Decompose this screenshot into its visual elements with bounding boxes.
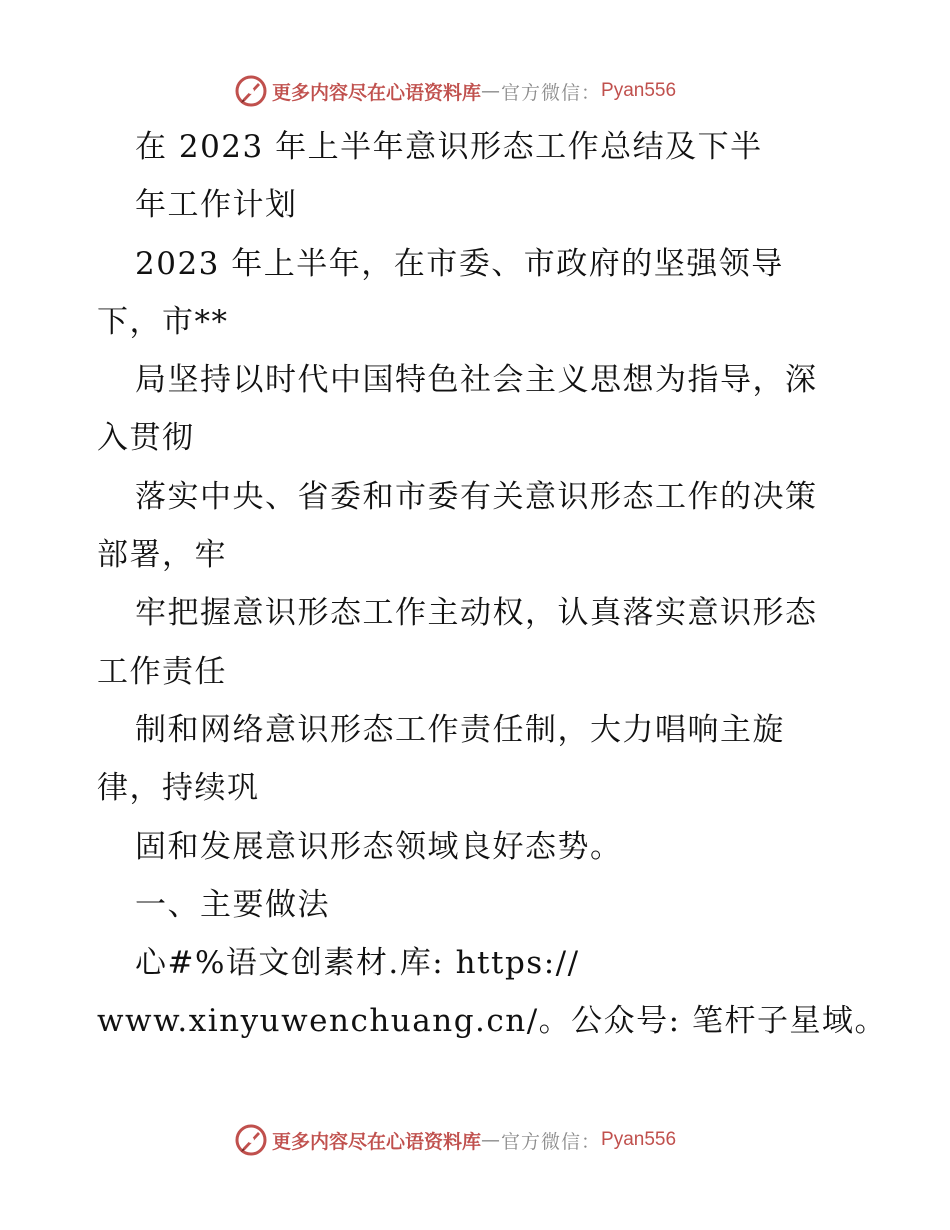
quill-pen-logo-icon [234, 1123, 268, 1157]
paragraph-line: 落实中央、省委和市委有关意识形态工作的决策 [135, 478, 818, 515]
paragraph-line: 入贯彻 [97, 420, 195, 457]
paragraph-line: 律，持续巩 [97, 770, 260, 807]
paragraph-line: 部署，牢 [97, 537, 227, 574]
section-heading: 一、主要做法 [135, 886, 330, 923]
watermark-separator: — [481, 80, 502, 102]
paragraph-line: 下，市** [97, 303, 229, 340]
paragraph-line: 局坚持以时代中国特色社会主义思想为指导，深 [135, 362, 818, 399]
paragraph-line: 牢把握意识形态工作主动权，认真落实意识形态 [135, 595, 818, 632]
paragraph-line: 固和发展意识形态领域良好态势。 [135, 828, 623, 865]
paragraph-line: 工作责任 [97, 653, 227, 690]
document-body [97, 118, 887, 1051]
paragraph-line: 制和网络意识形态工作责任制，大力唱响主旋 [135, 711, 785, 748]
watermark-wechat-label: 官方微信： [501, 81, 602, 104]
watermark-wechat-id: Pyan556 [601, 80, 677, 101]
watermark-wechat-label: 官方微信： [501, 1130, 602, 1153]
footer-watermark [234, 1122, 676, 1158]
source-note-line: 心#%语文创素材.库: https:// [135, 945, 580, 982]
doc-title-line-1: 在 2023 年上半年意识形态工作总结及下半 [135, 129, 763, 165]
doc-title-line-2: 年工作计划 [135, 187, 298, 224]
quill-pen-logo-icon [234, 74, 268, 108]
watermark-site-text: 更多内容尽在心语资料库 [272, 1130, 482, 1153]
watermark-site-text: 更多内容尽在心语资料库 [272, 81, 482, 104]
header-watermark [234, 73, 676, 109]
source-url-line: www.xinyuwenchuang.cn/。公众号: 笔杆子星域。 [97, 1003, 887, 1040]
watermark-separator: — [481, 1129, 502, 1151]
paragraph-line: 2023 年上半年，在市委、市政府的坚强领导 [135, 245, 784, 282]
watermark-wechat-id: Pyan556 [601, 1129, 677, 1150]
